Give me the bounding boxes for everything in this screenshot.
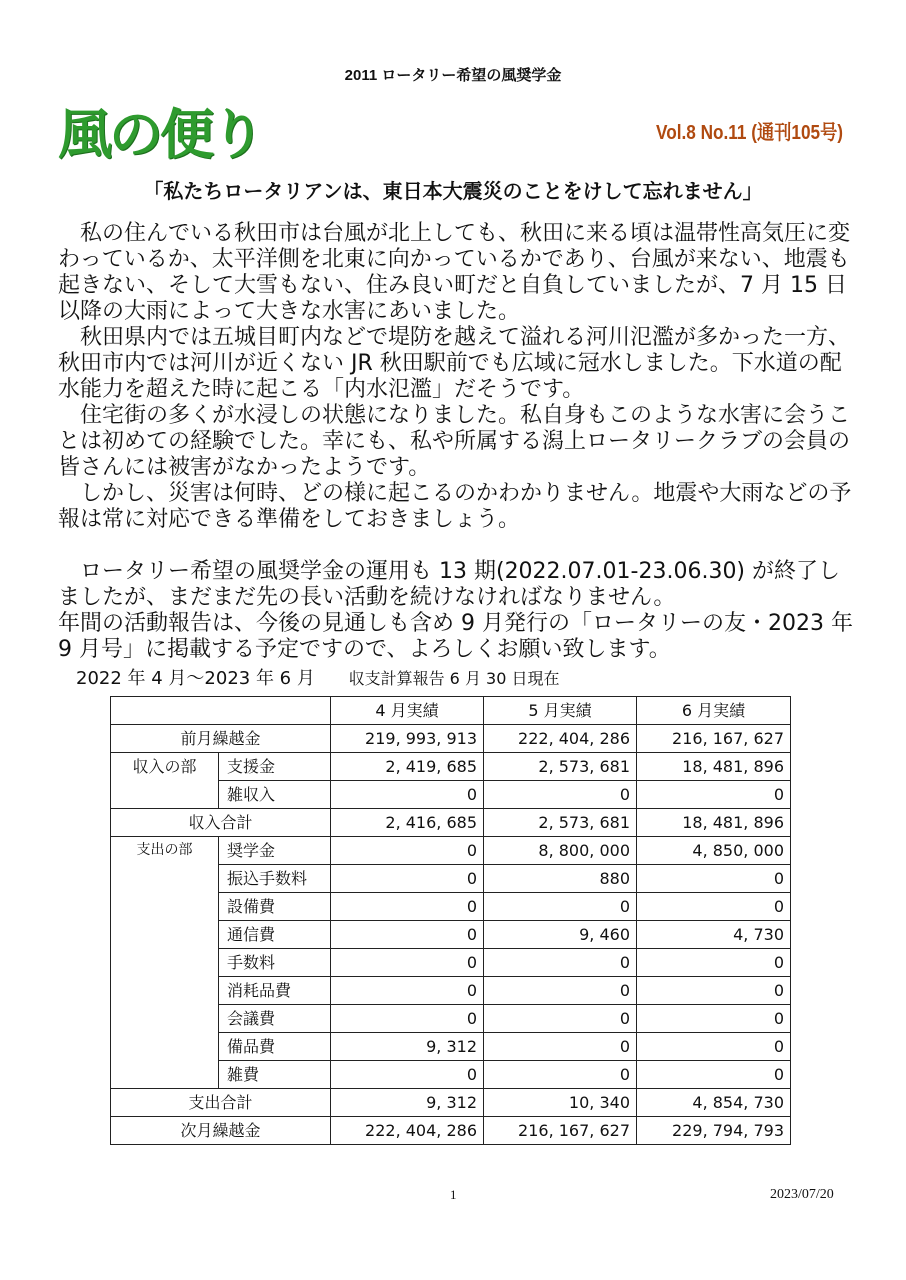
table-cell: 8, 800, 000 xyxy=(484,837,637,865)
table-cell: 0 xyxy=(484,977,637,1005)
table-cell: 219, 993, 913 xyxy=(331,725,484,753)
table-cell: 0 xyxy=(484,949,637,977)
table-cell: 2, 573, 681 xyxy=(484,809,637,837)
row-label: 通信費 xyxy=(219,921,331,949)
report-period: 2022 年 4 月～2023 年 6 月 xyxy=(76,668,315,689)
report-title xyxy=(76,664,559,690)
paragraph: 秋田県内では五城目町内などで堤防を越えて溢れる河川氾濫が多かった一方、秋田市内では河川が近くない JR 秋田駅前でも広域に冠水しました。下水道の配水能力を超えた時に起こる「内水氾濫」だそうです。 xyxy=(58,325,851,402)
table-cell: 2, 416, 685 xyxy=(331,809,484,837)
table-cell: 0 xyxy=(637,977,791,1005)
paragraph: 住宅街の多くが水浸しの状態になりました。私自身もこのような水害に会うことは初めての経験でした。幸にも、私や所属する潟上ロータリークラブの会員の皆さんには被害がなかったようです。 xyxy=(58,403,851,480)
table-header-row xyxy=(111,697,791,725)
table-cell: 0 xyxy=(331,865,484,893)
row-label: 支出合計 xyxy=(111,1089,331,1117)
article-body xyxy=(58,221,858,663)
section-label: 収入の部 xyxy=(111,753,219,809)
issue-date: 2023/07/20 xyxy=(770,1187,834,1202)
row-label: 前月繰越金 xyxy=(111,725,331,753)
paragraph-gap xyxy=(58,533,858,559)
table-cell: 2, 573, 681 xyxy=(484,753,637,781)
row-label: 雑収入 xyxy=(219,781,331,809)
paragraph: しかし、災害は何時、どの様に起こるのかわかりません。地震や大雨などの予報は常に対応できる準備をしておきましょう。 xyxy=(58,481,852,532)
column-header: 6 月実績 xyxy=(637,697,791,725)
row-label: 支援金 xyxy=(219,753,331,781)
table-cell: 4, 854, 730 xyxy=(637,1089,791,1117)
table-corner-cell xyxy=(111,697,331,725)
row-label: 収入合計 xyxy=(111,809,331,837)
table-cell: 216, 167, 627 xyxy=(484,1117,637,1145)
column-header: 5 月実績 xyxy=(484,697,637,725)
row-label: 振込手数料 xyxy=(219,865,331,893)
section-label: 支出の部 xyxy=(111,837,219,1089)
row-label: 会議費 xyxy=(219,1005,331,1033)
column-header: 4 月実績 xyxy=(331,697,484,725)
table-cell: 0 xyxy=(484,781,637,809)
table-cell: 0 xyxy=(637,865,791,893)
table-cell: 4, 850, 000 xyxy=(637,837,791,865)
table-row xyxy=(111,753,791,781)
row-label: 設備費 xyxy=(219,893,331,921)
volume-number: Vol.8 No.11 (通刊105号) xyxy=(656,122,844,144)
table-cell: 222, 404, 286 xyxy=(331,1117,484,1145)
organization-title: 2011 ロータリー希望の風奨学金 xyxy=(344,67,562,84)
table-cell: 18, 481, 896 xyxy=(637,753,791,781)
paragraph: 私の住んでいる秋田市は台風が北上しても、秋田に来る頃は温帯性高気圧に変わっているか、太平洋側を北東に向かっているかであり、台風が来ない、地震も起きない、そして大雪もない、住み良い町だと自負していましたが、7 月 15 日以降の大雨によって大きな水害にあいました。 xyxy=(58,221,851,324)
table-cell: 0 xyxy=(331,781,484,809)
table-cell: 0 xyxy=(331,949,484,977)
row-label: 消耗品費 xyxy=(219,977,331,1005)
table-cell: 222, 404, 286 xyxy=(484,725,637,753)
table-row xyxy=(111,725,791,753)
table-cell: 4, 730 xyxy=(637,921,791,949)
table-row xyxy=(111,837,791,865)
paragraph: 年間の活動報告は、今後の見通しも含め 9 月発行の「ロータリーの友・2023 年 9 月号」に掲載する予定ですので、よろしくお願い致します。 xyxy=(58,611,853,662)
table-cell: 9, 312 xyxy=(331,1089,484,1117)
table-row xyxy=(111,809,791,837)
table-cell: 0 xyxy=(637,1005,791,1033)
newsletter-logo: 風の便り xyxy=(58,103,262,166)
headline: 「私たちロータリアンは、東日本大震災のことをけして忘れません」 xyxy=(143,179,763,203)
table-cell: 0 xyxy=(484,893,637,921)
table-cell: 0 xyxy=(484,1061,637,1089)
table-cell: 229, 794, 793 xyxy=(637,1117,791,1145)
row-label: 奨学金 xyxy=(219,837,331,865)
row-label: 手数料 xyxy=(219,949,331,977)
table-cell: 0 xyxy=(331,977,484,1005)
table-cell: 0 xyxy=(637,781,791,809)
table-cell: 2, 419, 685 xyxy=(331,753,484,781)
table-cell: 18, 481, 896 xyxy=(637,809,791,837)
table-cell: 0 xyxy=(331,1061,484,1089)
table-cell: 0 xyxy=(484,1005,637,1033)
table-cell: 0 xyxy=(484,1033,637,1061)
page-number: 1 xyxy=(450,1187,457,1202)
table-cell: 9, 460 xyxy=(484,921,637,949)
financial-table xyxy=(110,696,791,1145)
row-label: 雑費 xyxy=(219,1061,331,1089)
table-cell: 0 xyxy=(637,949,791,977)
table-cell: 0 xyxy=(637,1061,791,1089)
table-cell: 10, 340 xyxy=(484,1089,637,1117)
table-cell: 0 xyxy=(637,893,791,921)
table-cell: 216, 167, 627 xyxy=(637,725,791,753)
table-cell: 0 xyxy=(331,893,484,921)
table-row xyxy=(111,1117,791,1145)
table-cell: 0 xyxy=(331,921,484,949)
table-cell: 0 xyxy=(637,1033,791,1061)
table-cell: 880 xyxy=(484,865,637,893)
report-subtitle: 収支計算報告 6 月 30 日現在 xyxy=(348,669,560,688)
table-cell: 9, 312 xyxy=(331,1033,484,1061)
row-label: 備品費 xyxy=(219,1033,331,1061)
table-cell: 0 xyxy=(331,1005,484,1033)
table-cell: 0 xyxy=(331,837,484,865)
table-row xyxy=(111,1089,791,1117)
row-label: 次月繰越金 xyxy=(111,1117,331,1145)
paragraph: ロータリー希望の風奨学金の運用も 13 期(2022.07.01-23.06.30) が終了しましたが、まだまだ先の長い活動を続けなければなりません。 xyxy=(58,559,841,610)
